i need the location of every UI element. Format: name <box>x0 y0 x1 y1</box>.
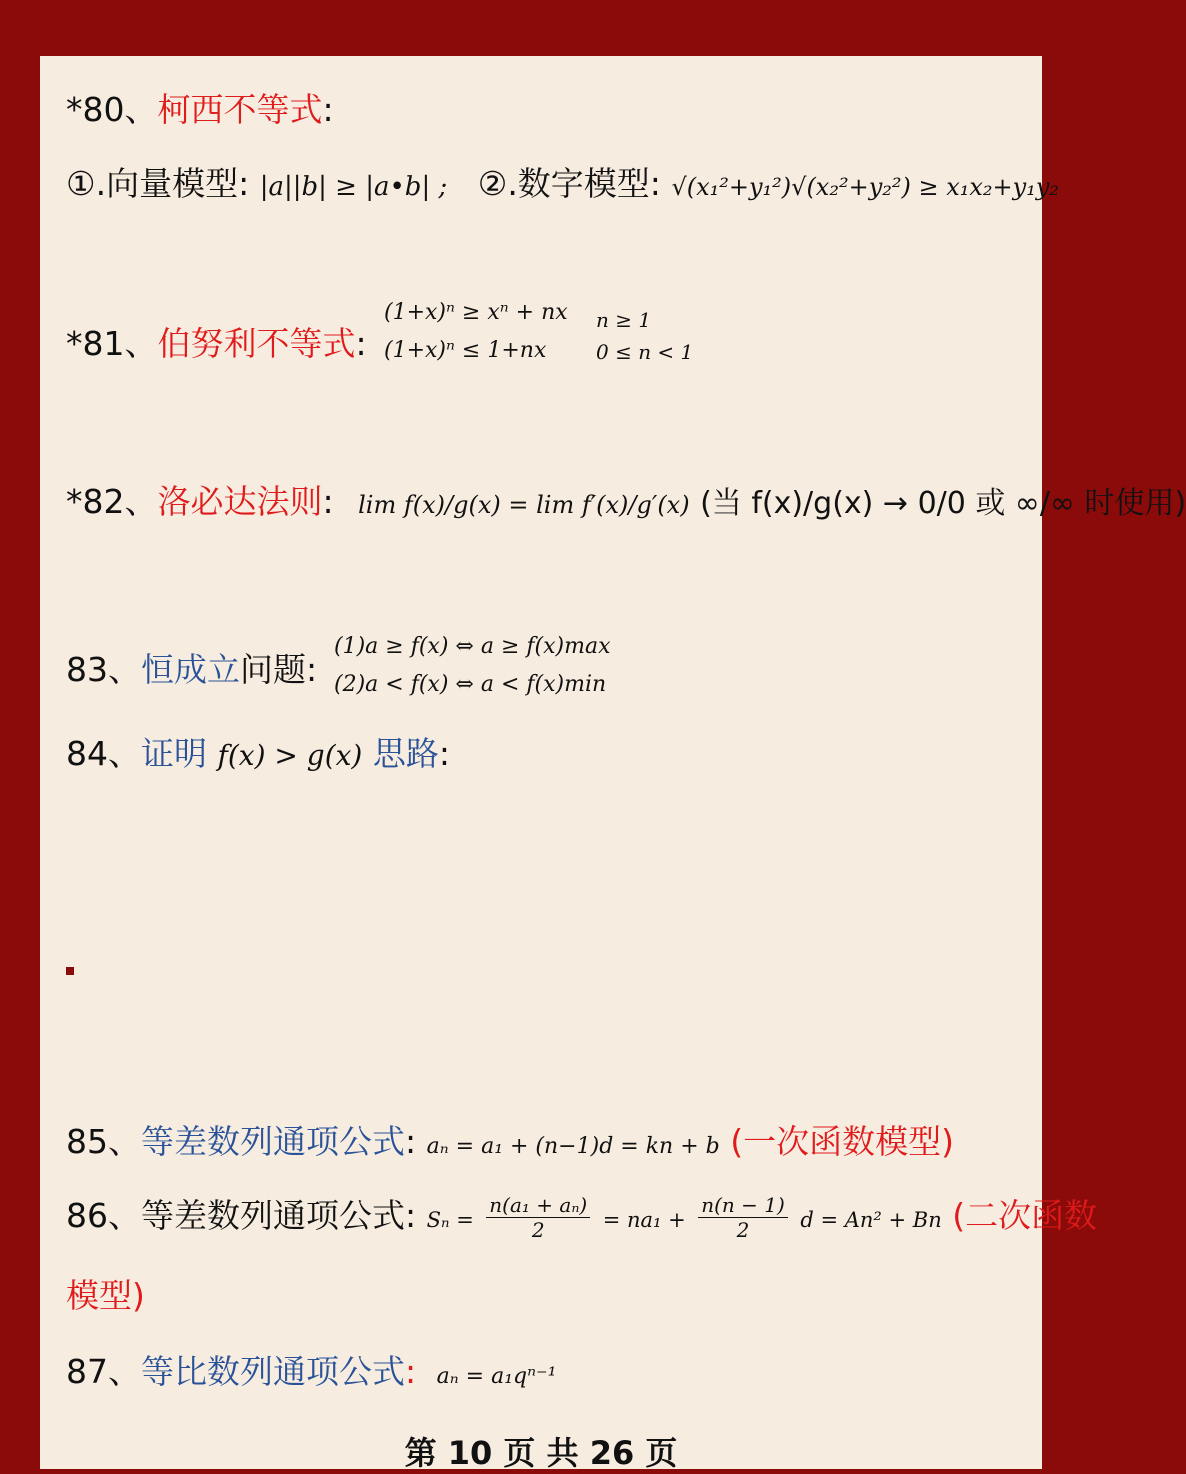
number-model-formula: √(x₁²+y₁²)√(x₂²+y₂²) ≥ x₁x₂+y₁y₂ <box>671 173 1059 201</box>
item-number: 87、 <box>66 1352 141 1391</box>
sum-fraction-1 <box>486 1193 590 1242</box>
item-83 <box>66 644 317 691</box>
constant-formula-1: (1)a ≥ f(x) ⇔ a ≥ f(x)max <box>334 634 611 659</box>
constant-formula-2: (2)a < f(x) ⇔ a < f(x)min <box>334 672 607 697</box>
item-80 <box>66 84 334 131</box>
chapter-heading <box>66 967 74 975</box>
item-87 <box>66 1346 556 1393</box>
item-title: 洛必达法则 <box>157 482 323 521</box>
sum-fraction-2-numerator: n(n − 1) <box>698 1193 788 1218</box>
colon: : <box>322 90 334 129</box>
bernoulli-formula-2: (1+x)ⁿ ≤ 1+nx <box>384 338 547 363</box>
item-title: 伯努利不等式 <box>157 324 356 363</box>
document-page <box>40 56 1186 1472</box>
colon: : <box>405 1352 417 1391</box>
item-title: 证明 <box>141 734 207 773</box>
page-footer: 第 10 页 共 26 页 <box>404 1434 678 1472</box>
item-number: *82、 <box>66 482 158 521</box>
item-82 <box>66 476 1186 523</box>
sum-formula-pre: Sₙ = <box>426 1208 474 1232</box>
prove-formula: f(x) > g(x) <box>217 739 363 772</box>
item-81 <box>66 318 367 365</box>
vector-model-formula: |a||b| ≥ |a•b| ; <box>259 172 448 202</box>
colon: : <box>438 734 450 773</box>
sum-note-cont: 模型) <box>66 1276 145 1315</box>
sum-note: (二次函数 <box>952 1196 1098 1235</box>
item-title: 等差数列通项公式 <box>141 1122 405 1161</box>
arith-formula: aₙ = a₁ + (n−1)d = kn + b <box>426 1134 720 1159</box>
item-number: *81、 <box>66 324 158 363</box>
item-86 <box>66 1190 1097 1242</box>
number-model-label: ②.数字模型: <box>477 164 661 203</box>
item-85 <box>66 1116 954 1163</box>
item-84 <box>66 728 450 775</box>
bernoulli-condition-1: n ≥ 1 <box>596 308 652 332</box>
sum-formula-mid: = na₁ + <box>602 1208 686 1232</box>
bernoulli-condition-2: 0 ≤ n < 1 <box>596 340 694 364</box>
sum-fraction-1-denominator: 2 <box>531 1218 545 1242</box>
item-80-models <box>66 158 1059 205</box>
item-title: 柯西不等式 <box>157 90 323 129</box>
sum-fraction-2-denominator: 2 <box>736 1218 750 1242</box>
geo-formula: aₙ = a₁qⁿ⁻¹ <box>436 1364 557 1389</box>
sum-fraction-1-numerator: n(a₁ + aₙ) <box>486 1193 590 1218</box>
item-title-rest: 问题: <box>240 650 318 689</box>
item-number: 85、 <box>66 1122 141 1161</box>
lhopital-formula: lim f(x)/g(x) = lim f′(x)/g′(x) <box>358 491 690 519</box>
item-title-2: 思路 <box>372 734 439 773</box>
item-number: 86、 <box>66 1196 141 1235</box>
item-number: 83、 <box>66 650 141 689</box>
item-title: 恒成立 <box>141 650 240 689</box>
idea-2 <box>66 884 72 923</box>
item-number: 84、 <box>66 734 141 773</box>
item-number: *80、 <box>66 90 158 129</box>
arith-note: (一次函数模型) <box>730 1122 954 1161</box>
idea-1 <box>66 802 72 841</box>
lhopital-note: (当 f(x)/g(x) → 0/0 或 ∞/∞ 时使用) <box>700 486 1186 521</box>
item-title: 等比数列通项公式 <box>141 1352 405 1391</box>
colon: : <box>355 324 367 363</box>
sum-fraction-2 <box>698 1193 788 1242</box>
constant-formulas <box>334 628 610 704</box>
sum-formula-end: d = An² + Bn <box>800 1208 942 1232</box>
bernoulli-formula-1: (1+x)ⁿ ≥ xⁿ + nx <box>384 300 568 325</box>
vector-model-label: ①.向量模型: <box>66 164 250 203</box>
item-title: 等差数列通项公式: <box>141 1196 417 1235</box>
colon: : <box>322 482 334 521</box>
colon: : <box>405 1122 417 1161</box>
